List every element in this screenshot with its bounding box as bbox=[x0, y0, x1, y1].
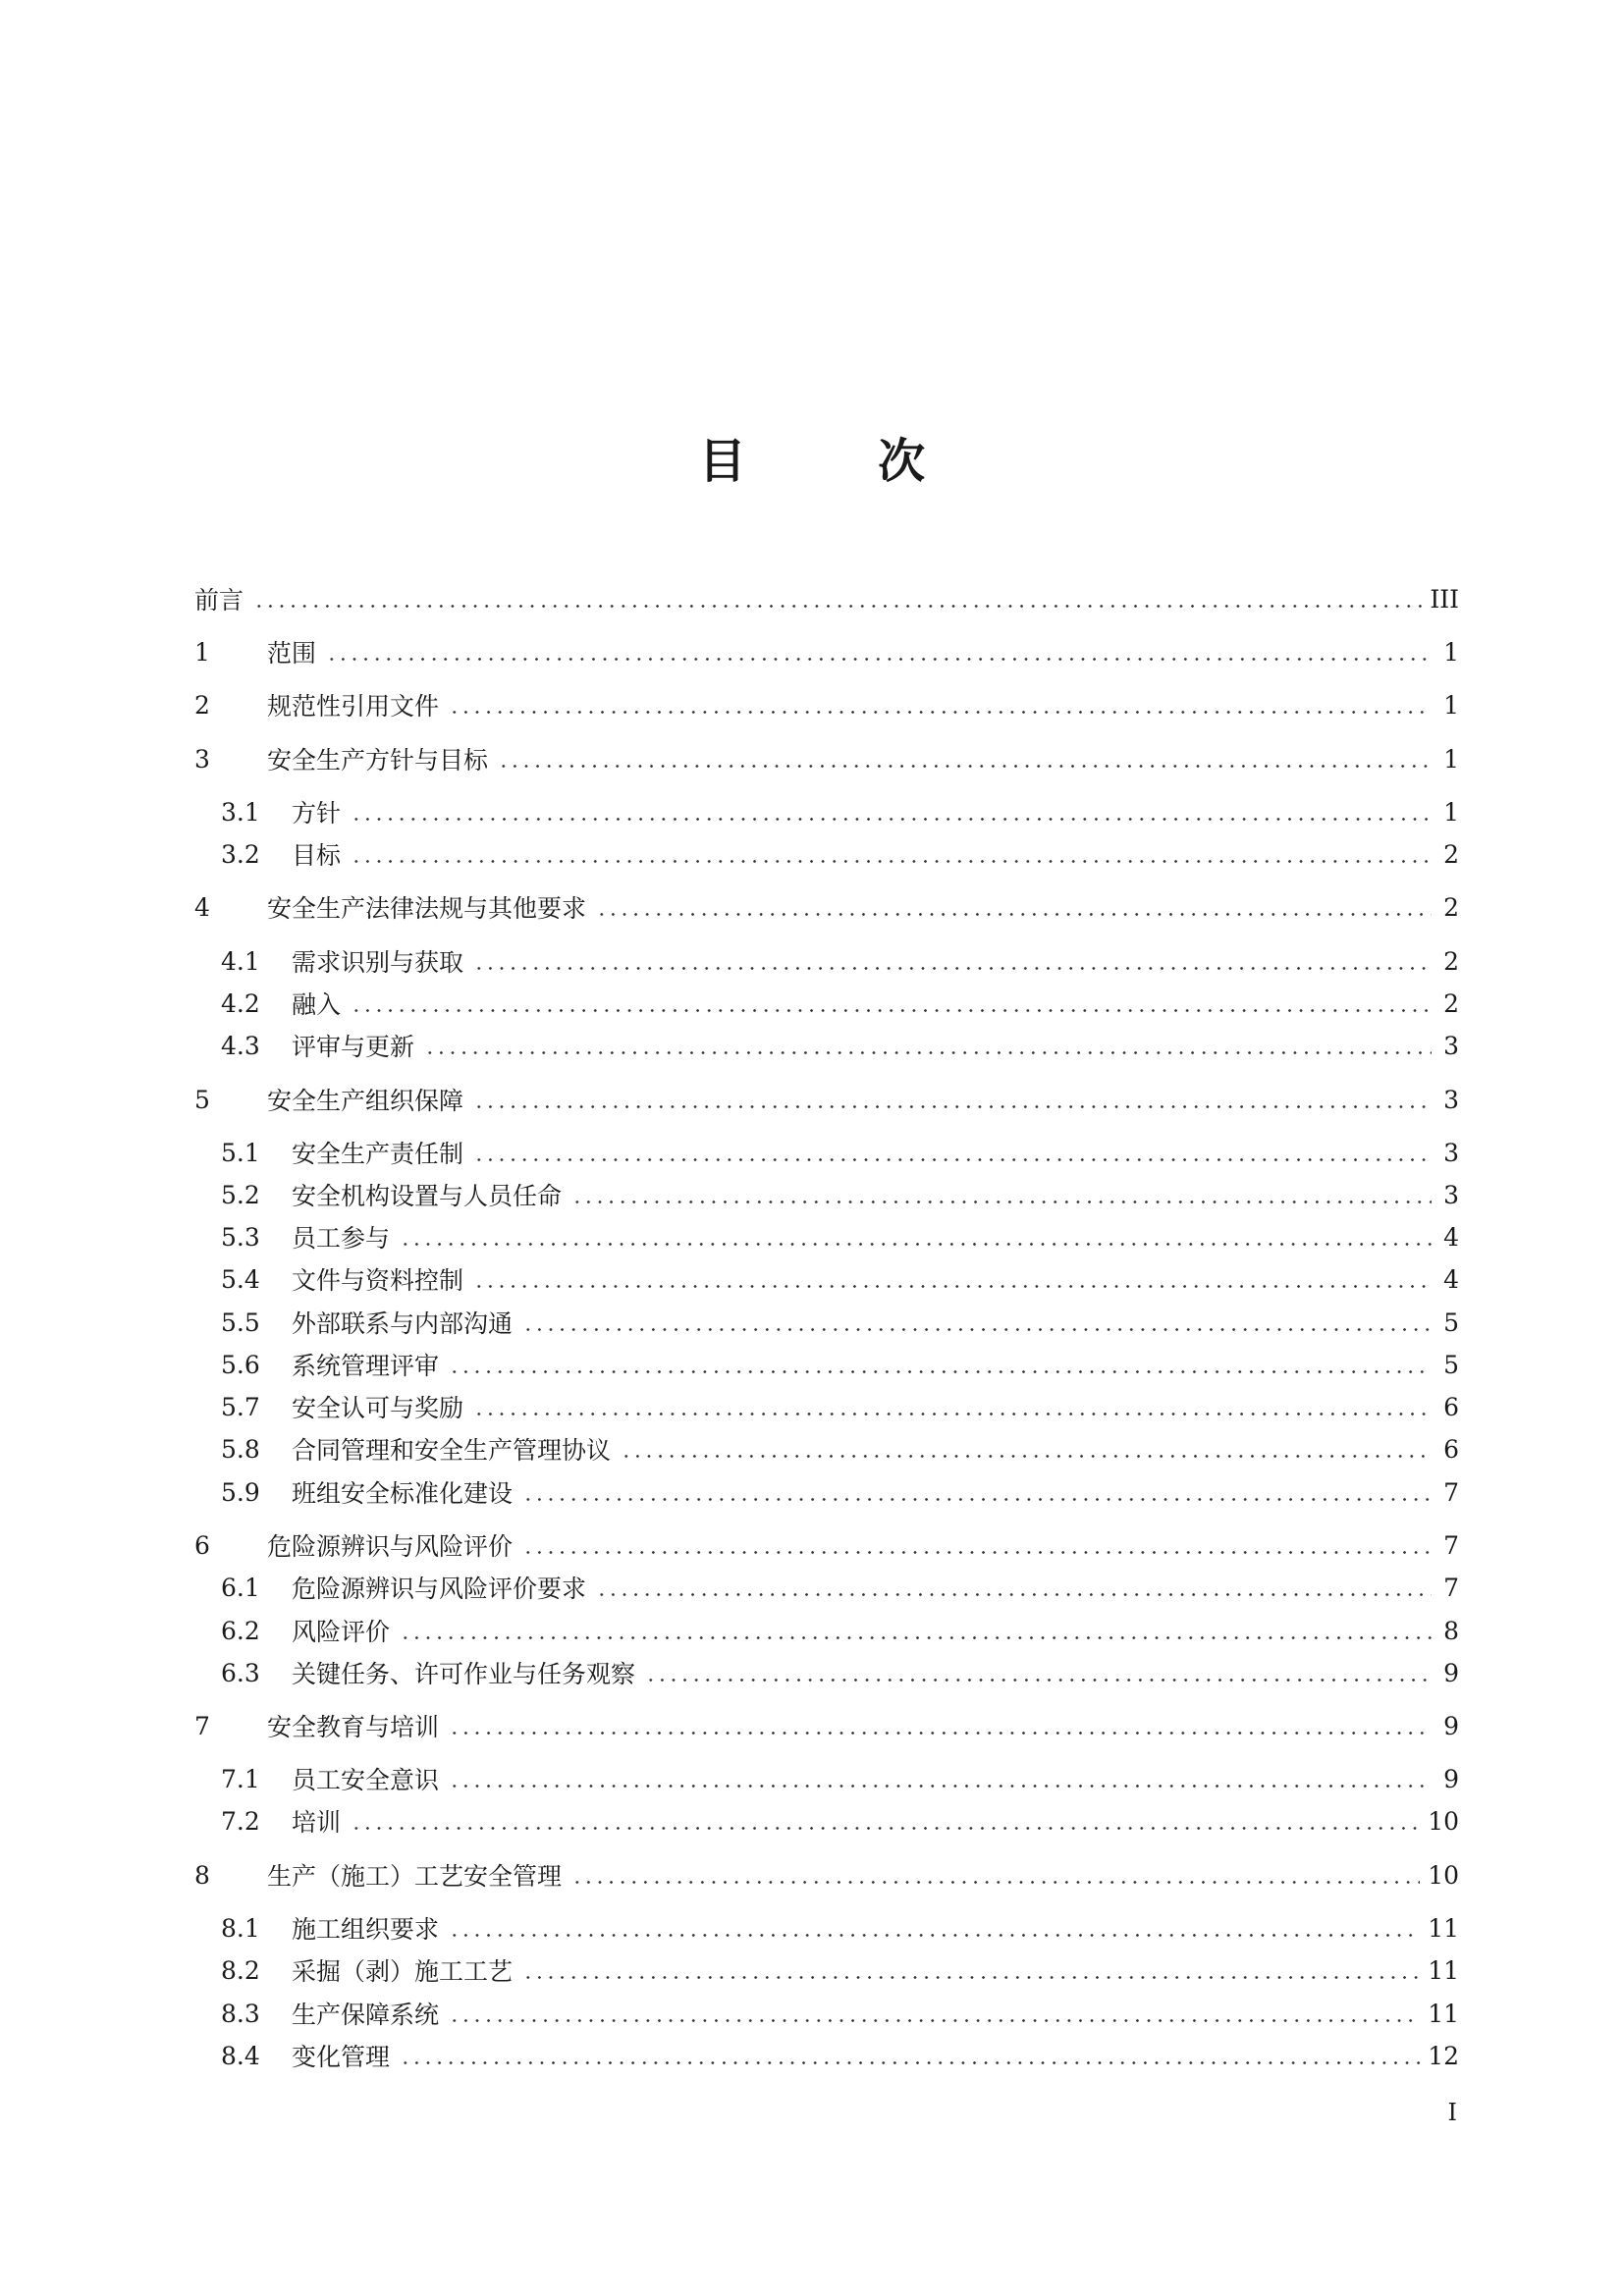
toc-dot-leader bbox=[571, 1881, 1420, 1884]
toc-entry-number: 5.4 bbox=[221, 1264, 260, 1294]
toc-entry-page: 1 bbox=[1443, 744, 1459, 774]
toc-entry-title: 范围 bbox=[267, 639, 317, 667]
toc-entry-title: 规范性引用文件 bbox=[267, 692, 440, 721]
toc-entry-number: 6.2 bbox=[221, 1616, 260, 1645]
toc-entry-page: 12 bbox=[1428, 2041, 1459, 2070]
toc-entry-title: 需求识别与获取 bbox=[292, 948, 464, 977]
toc-entry-title: 安全认可与奖励 bbox=[292, 1394, 464, 1422]
toc-dot-leader bbox=[645, 1679, 1432, 1682]
toc-entry[interactable] bbox=[221, 1262, 1459, 1296]
toc-dot-leader bbox=[449, 1732, 1432, 1735]
toc-entry-number: 4.2 bbox=[221, 988, 260, 1018]
toc-entry-title: 培训 bbox=[292, 1808, 342, 1837]
toc-entry-page: 2 bbox=[1443, 839, 1459, 869]
toc-entry-page: 1 bbox=[1443, 690, 1459, 720]
toc-dot-leader bbox=[522, 1328, 1432, 1331]
toc-entry-number: 4.3 bbox=[221, 1031, 260, 1060]
toc-dot-leader bbox=[449, 2019, 1420, 2022]
toc-entry-title: 目标 bbox=[292, 841, 342, 870]
toc-entry-page: 9 bbox=[1443, 1764, 1459, 1793]
toc-dot-leader bbox=[473, 967, 1432, 970]
toc-entry-number: 8.4 bbox=[221, 2041, 260, 2070]
toc-entry-page: 6 bbox=[1443, 1434, 1459, 1464]
toc-entry[interactable] bbox=[221, 1348, 1459, 1381]
toc-entry-title: 安全生产责任制 bbox=[292, 1140, 464, 1168]
toc-entry[interactable] bbox=[221, 987, 1459, 1020]
toc-dot-leader bbox=[424, 1051, 1432, 1054]
toc-entry[interactable] bbox=[221, 795, 1459, 828]
toc-entry[interactable] bbox=[194, 1709, 1459, 1742]
toc-dot-leader bbox=[351, 1827, 1420, 1830]
toc-entry-page: 11 bbox=[1428, 1955, 1459, 1985]
toc-entry-number: 8.1 bbox=[221, 1913, 260, 1943]
toc-entry[interactable] bbox=[221, 944, 1459, 978]
toc-dot-leader bbox=[351, 818, 1432, 821]
toc-entry-number: 8.3 bbox=[221, 1999, 260, 2028]
toc-entry[interactable] bbox=[221, 1571, 1459, 1604]
toc-entry-number: 5.6 bbox=[221, 1350, 260, 1379]
toc-entry-number: 5 bbox=[194, 1085, 210, 1114]
toc-entry-title: 系统管理评审 bbox=[292, 1352, 440, 1380]
toc-entry-number: 5.1 bbox=[221, 1138, 260, 1167]
toc-dot-leader bbox=[596, 913, 1432, 916]
toc-entry[interactable] bbox=[194, 635, 1459, 668]
toc-entry-title: 危险源辨识与风险评价要求 bbox=[292, 1575, 587, 1603]
toc-entry-number: 5.2 bbox=[221, 1180, 260, 1209]
toc-entry[interactable] bbox=[221, 1911, 1459, 1945]
toc-entry[interactable] bbox=[221, 1136, 1459, 1169]
toc-entry-number: 3.2 bbox=[221, 839, 260, 869]
toc-entry-page: 7 bbox=[1443, 1530, 1459, 1560]
toc-entry-title: 员工安全意识 bbox=[292, 1766, 440, 1794]
toc-dot-leader bbox=[400, 1636, 1432, 1639]
toc-entry-page: 5 bbox=[1443, 1308, 1459, 1337]
page-number: I bbox=[1447, 2099, 1457, 2126]
toc-dot-leader bbox=[473, 1285, 1432, 1288]
toc-entry-title: 生产（施工）工艺安全管理 bbox=[267, 1862, 563, 1891]
toc-dot-leader bbox=[253, 605, 1422, 608]
toc-dot-leader bbox=[449, 711, 1432, 714]
toc-entry-page: 2 bbox=[1443, 946, 1459, 976]
toc-dot-leader bbox=[473, 1413, 1432, 1415]
toc-entry-title: 安全生产方针与目标 bbox=[267, 746, 489, 774]
toc-dot-leader bbox=[449, 1370, 1432, 1373]
toc-entry-number: 5.9 bbox=[221, 1477, 260, 1507]
toc-entry-number: 2 bbox=[194, 690, 210, 720]
toc-entry[interactable] bbox=[221, 1762, 1459, 1795]
toc-entry-page: 7 bbox=[1443, 1477, 1459, 1507]
toc-entry-title: 危险源辨识与风险评价 bbox=[267, 1532, 514, 1561]
toc-entry-title: 评审与更新 bbox=[292, 1033, 415, 1061]
toc-entry-number: 3 bbox=[194, 744, 210, 774]
toc-entry-page: 3 bbox=[1443, 1138, 1459, 1167]
toc-entry-title: 文件与资料控制 bbox=[292, 1266, 464, 1295]
toc-entry[interactable] bbox=[221, 1390, 1459, 1423]
toc-entry-number: 8.2 bbox=[221, 1955, 260, 1985]
toc-entry-title: 安全教育与培训 bbox=[267, 1713, 440, 1741]
toc-entry-title: 安全生产组织保障 bbox=[267, 1087, 464, 1115]
toc-entry-page: 3 bbox=[1443, 1085, 1459, 1114]
toc-entry[interactable] bbox=[194, 742, 1459, 775]
toc-entry-title: 采掘（剥）施工工艺 bbox=[292, 1957, 514, 1986]
toc-dot-leader bbox=[449, 1785, 1432, 1788]
toc-entry-number: 8 bbox=[194, 1860, 210, 1890]
toc-entry-page: 10 bbox=[1428, 1806, 1459, 1836]
toc-dot-leader bbox=[400, 2061, 1420, 2064]
toc-entry-title: 风险评价 bbox=[292, 1618, 391, 1646]
toc-entry-number: 7 bbox=[194, 1711, 210, 1740]
toc-entry-page: 11 bbox=[1428, 1999, 1459, 2028]
toc-entry-page: 7 bbox=[1443, 1573, 1459, 1602]
toc-dot-leader bbox=[351, 1009, 1432, 1012]
toc-entry-page: III bbox=[1430, 584, 1459, 614]
toc-entry[interactable] bbox=[221, 1475, 1459, 1509]
toc-entry-number: 7.2 bbox=[221, 1806, 260, 1836]
toc-entry-number: 3.1 bbox=[221, 797, 260, 827]
toc-entry-number: 7.1 bbox=[221, 1764, 260, 1793]
toc-entry-title: 合同管理和安全生产管理协议 bbox=[292, 1436, 612, 1465]
toc-entry[interactable] bbox=[194, 1528, 1459, 1562]
toc-entry-page: 1 bbox=[1443, 797, 1459, 827]
toc-entry-page: 10 bbox=[1428, 1860, 1459, 1890]
toc-entry-title: 变化管理 bbox=[292, 2043, 391, 2071]
toc-dot-leader bbox=[571, 1201, 1432, 1203]
toc-entry-page: 2 bbox=[1443, 988, 1459, 1018]
toc-dot-leader bbox=[596, 1593, 1432, 1596]
toc-entry-number: 5.8 bbox=[221, 1434, 260, 1464]
toc-entry[interactable] bbox=[221, 1804, 1459, 1838]
toc-entry-page: 1 bbox=[1443, 637, 1459, 667]
toc-dot-leader bbox=[449, 1934, 1420, 1937]
toc-entry[interactable] bbox=[221, 2039, 1459, 2072]
toc-entry-page: 9 bbox=[1443, 1711, 1459, 1740]
toc-entry[interactable] bbox=[221, 1220, 1459, 1254]
toc-dot-leader bbox=[473, 1158, 1432, 1161]
toc-entry-title: 施工组织要求 bbox=[292, 1915, 440, 1944]
toc-entry-page: 4 bbox=[1443, 1264, 1459, 1294]
toc-dot-leader bbox=[400, 1243, 1432, 1246]
toc-entry-title: 员工参与 bbox=[292, 1224, 391, 1253]
toc-entry-number: 1 bbox=[194, 637, 210, 667]
toc-entry-number: 4.1 bbox=[221, 946, 260, 976]
toc-dot-leader bbox=[326, 658, 1432, 661]
toc-entry-page: 6 bbox=[1443, 1392, 1459, 1421]
toc-entry-title: 外部联系与内部沟通 bbox=[292, 1309, 514, 1338]
toc-dot-leader bbox=[522, 1551, 1432, 1554]
toc-entry-title: 班组安全标准化建设 bbox=[292, 1479, 514, 1508]
toc-entry-page: 2 bbox=[1443, 892, 1459, 922]
toc-entry-number: 5.7 bbox=[221, 1392, 260, 1421]
page-title: 目 次 bbox=[698, 434, 968, 489]
toc-entry-number: 6 bbox=[194, 1530, 210, 1560]
toc-entry-title: 生产保障系统 bbox=[292, 2001, 440, 2029]
toc-entry-number: 5.3 bbox=[221, 1222, 260, 1252]
toc-entry-page: 8 bbox=[1443, 1616, 1459, 1645]
toc-entry-page: 3 bbox=[1443, 1031, 1459, 1060]
toc-entry[interactable] bbox=[221, 1306, 1459, 1339]
toc-entry[interactable] bbox=[221, 1029, 1459, 1062]
toc-entry-page: 11 bbox=[1428, 1913, 1459, 1943]
toc-entry[interactable] bbox=[221, 1656, 1459, 1689]
toc-dot-leader bbox=[621, 1455, 1432, 1458]
toc-entry-title: 安全生产法律法规与其他要求 bbox=[267, 894, 587, 923]
toc-dot-leader bbox=[522, 1498, 1432, 1501]
toc-entry-page: 4 bbox=[1443, 1222, 1459, 1252]
toc-dot-leader bbox=[351, 860, 1432, 863]
toc-entry[interactable] bbox=[194, 688, 1459, 721]
toc-dot-leader bbox=[498, 765, 1432, 768]
toc-entry-title: 前言 bbox=[194, 586, 244, 614]
toc-entry-number: 6.3 bbox=[221, 1658, 260, 1687]
toc-entry[interactable] bbox=[221, 1432, 1459, 1466]
toc-entry-title: 安全机构设置与人员任命 bbox=[292, 1182, 563, 1210]
toc-entry-number: 6.1 bbox=[221, 1573, 260, 1602]
toc-dot-leader bbox=[473, 1105, 1432, 1108]
toc-entry[interactable] bbox=[221, 1953, 1459, 1987]
toc-entry[interactable] bbox=[194, 890, 1459, 924]
toc-entry[interactable] bbox=[194, 582, 1459, 615]
toc-entry[interactable] bbox=[221, 1614, 1459, 1647]
toc-entry[interactable] bbox=[194, 1858, 1459, 1892]
toc-entry-number: 4 bbox=[194, 892, 210, 922]
toc-entry[interactable] bbox=[194, 1083, 1459, 1116]
toc-entry-title: 方针 bbox=[292, 799, 342, 828]
toc-entry-page: 5 bbox=[1443, 1350, 1459, 1379]
toc-entry-number: 5.5 bbox=[221, 1308, 260, 1337]
toc-entry[interactable] bbox=[221, 1997, 1459, 2030]
toc-entry[interactable] bbox=[221, 1178, 1459, 1211]
toc-entry-page: 3 bbox=[1443, 1180, 1459, 1209]
toc-dot-leader bbox=[522, 1976, 1420, 1979]
toc-entry-page: 9 bbox=[1443, 1658, 1459, 1687]
toc-entry[interactable] bbox=[221, 837, 1459, 871]
toc-entry-title: 关键任务、许可作业与任务观察 bbox=[292, 1660, 636, 1688]
toc-entry-title: 融入 bbox=[292, 990, 342, 1019]
